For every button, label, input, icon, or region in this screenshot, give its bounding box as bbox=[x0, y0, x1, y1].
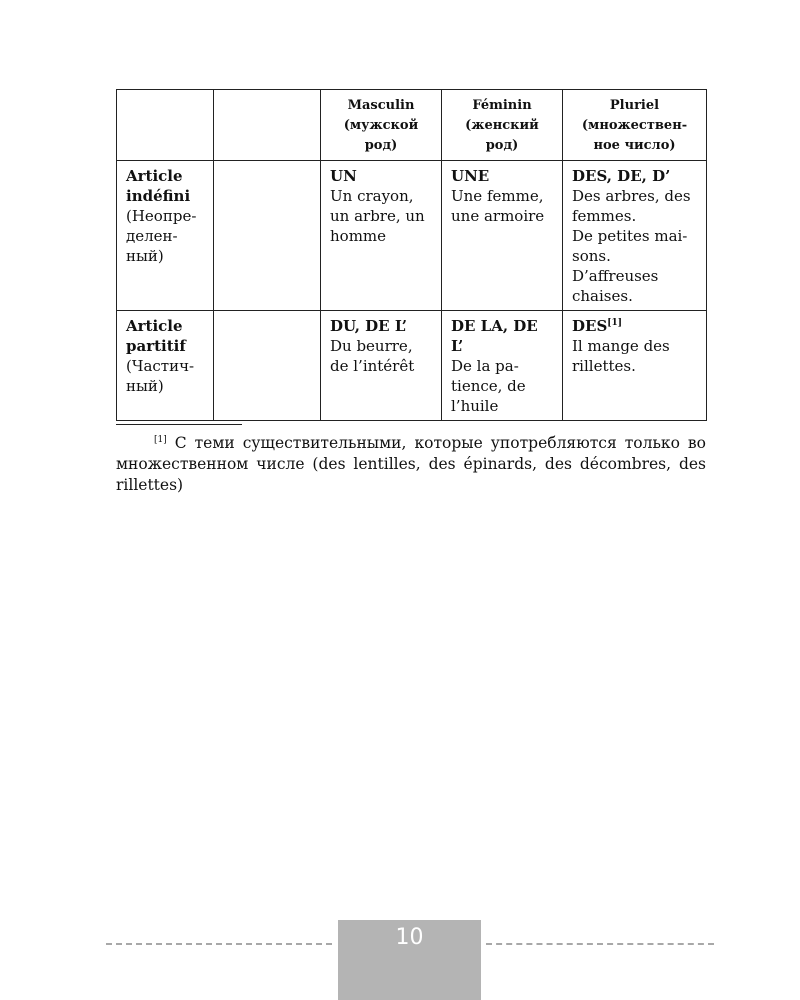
empty-cell-indefini bbox=[214, 161, 321, 311]
label-bold-line: indéfini bbox=[126, 187, 191, 205]
footer-dashed-line-right bbox=[486, 943, 714, 945]
example-text: Un crayon, un arbre, un homme bbox=[330, 187, 425, 245]
example-text: Du beurre, de l’intérêt bbox=[330, 337, 415, 375]
label-note-line: ный) bbox=[126, 247, 164, 265]
header-empty-1 bbox=[117, 90, 214, 161]
header-feminin bbox=[442, 90, 563, 161]
article-form: DE LA, DE L’ bbox=[451, 317, 538, 355]
header-pluriel-title: Pluriel bbox=[609, 98, 660, 113]
table-header-row bbox=[117, 90, 707, 161]
header-masculin-ru-2: род) bbox=[364, 138, 398, 153]
footnote-divider bbox=[116, 424, 242, 425]
cell-indefini-pluriel bbox=[563, 161, 707, 311]
example-text: De petites mai-sons. bbox=[572, 227, 688, 265]
footnote bbox=[116, 433, 706, 496]
example-text: Une femme, une armoire bbox=[451, 187, 545, 225]
header-masculin-ru-1: (мужской bbox=[343, 118, 419, 133]
header-feminin-ru-1: (женский bbox=[465, 118, 539, 133]
header-pluriel-ru-2: ное число) bbox=[593, 138, 676, 153]
header-masculin-title: Masculin bbox=[347, 98, 415, 113]
example-text: D’affreuses chaises. bbox=[572, 267, 659, 305]
label-note-line: (Неопре- bbox=[126, 207, 197, 225]
cell-partitif-pluriel bbox=[563, 311, 707, 421]
header-feminin-ru-2: род) bbox=[485, 138, 519, 153]
table-row-partitif bbox=[117, 311, 707, 421]
label-note-line: (Частич- bbox=[126, 357, 195, 375]
footnote-text: С теми существительными, которые употребляются только во множественном числе (des lentilles, des épinards, des décombres, des rillettes) bbox=[116, 434, 706, 494]
label-bold-line: partitif bbox=[126, 337, 186, 355]
article-table bbox=[116, 89, 707, 421]
cell-partitif-feminin bbox=[442, 311, 563, 421]
header-masculin bbox=[321, 90, 442, 161]
header-empty-2 bbox=[214, 90, 321, 161]
example-text: De la pa-tience, de l’huile bbox=[451, 357, 526, 415]
article-form-text: DES bbox=[572, 317, 608, 335]
table-row-indefini bbox=[117, 161, 707, 311]
header-pluriel bbox=[563, 90, 707, 161]
label-bold-line: Article bbox=[126, 317, 183, 335]
row-label-partitif bbox=[117, 311, 214, 421]
footnote-reference[interactable]: [1] bbox=[607, 318, 623, 328]
example-text: Des arbres, des femmes. bbox=[572, 187, 691, 225]
label-note-line: делен- bbox=[126, 227, 178, 245]
cell-indefini-masculin bbox=[321, 161, 442, 311]
footer-dashed-line-left bbox=[106, 943, 332, 945]
cell-partitif-masculin bbox=[321, 311, 442, 421]
page-number-box bbox=[338, 920, 481, 1000]
empty-cell-partitif bbox=[214, 311, 321, 421]
header-pluriel-ru-1: (множествен- bbox=[581, 118, 688, 133]
label-bold-line: Article bbox=[126, 167, 183, 185]
footnote-marker: [1] bbox=[154, 435, 167, 445]
header-feminin-title: Féminin bbox=[472, 98, 532, 113]
article-form: DES, DE, D’ bbox=[572, 167, 671, 185]
page-number: 10 bbox=[395, 925, 424, 950]
example-text: Il mange des rillettes. bbox=[572, 337, 670, 375]
article-form: UN bbox=[330, 167, 357, 185]
cell-indefini-feminin bbox=[442, 161, 563, 311]
article-form bbox=[572, 316, 697, 336]
label-note-line: ный) bbox=[126, 377, 164, 395]
article-form: DU, DE L’ bbox=[330, 317, 407, 335]
row-label-indefini bbox=[117, 161, 214, 311]
article-form: UNE bbox=[451, 167, 490, 185]
